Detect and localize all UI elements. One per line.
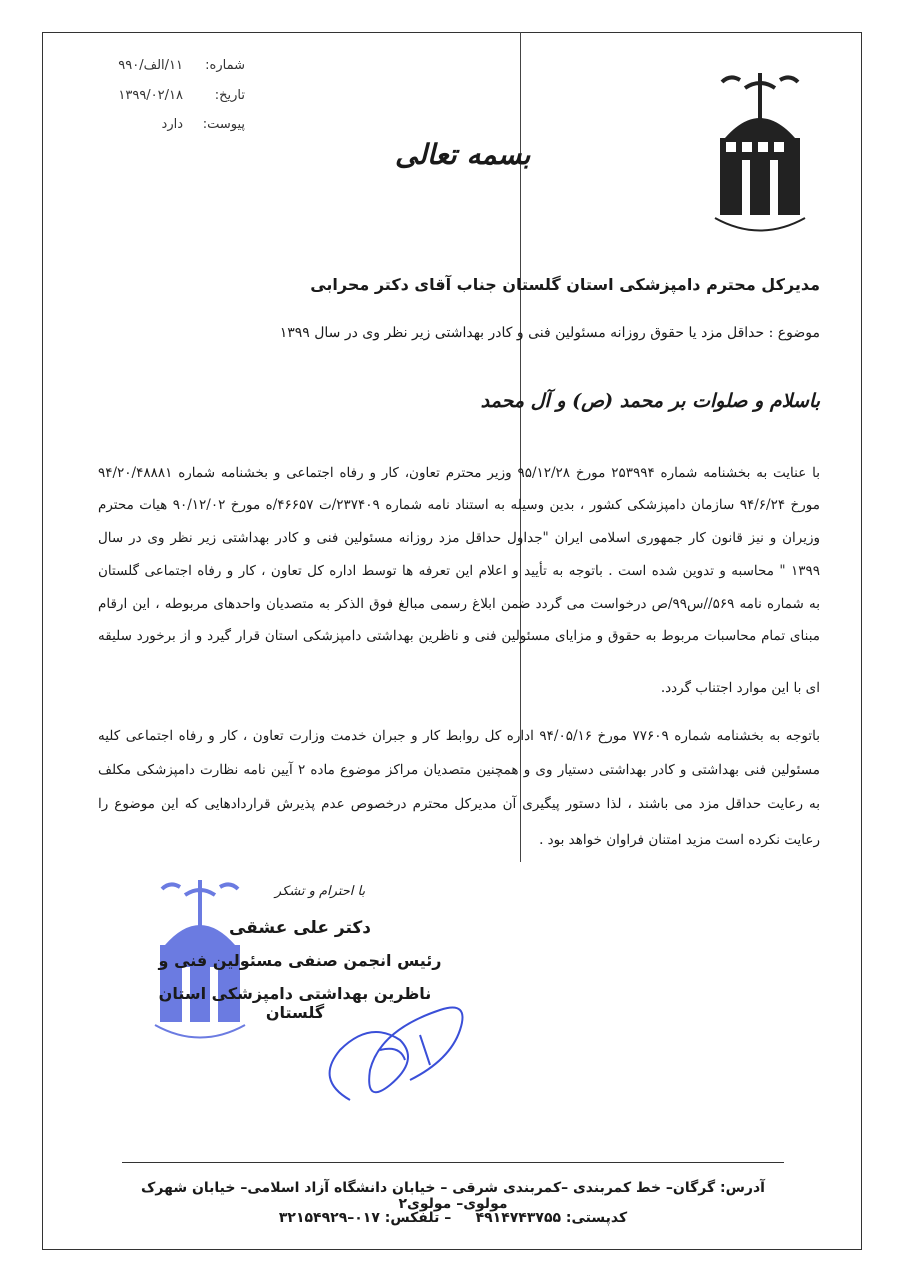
paragraph2-line: مسئولین فنی بهداشتی و کادر بهداشتی دستیار وی و همچنین متصدیان مراکز موضوع ماده ۲ آیین نامه نظارت دامپزشکی مکلف (98, 762, 820, 778)
attachment-label: پیوست: (202, 117, 245, 132)
signer-title-line2: ناظرین بهداشتی دامپزشکی استان گلستان (158, 984, 432, 1022)
date-label: تاریخ: (214, 88, 245, 103)
paragraph1-line: مبنای تمام محاسبات مربوط به حقوق و مزایای مسئولین فنی و ناظرین بهداشتی دامپزشکی استان قرار گیرد و از برخورد سلیقه (98, 628, 820, 644)
paragraph2-line: رعایت نکرده است مزید امتنان فراوان خواهد بود . (539, 832, 820, 848)
letter-number (70, 58, 245, 73)
number-value: ۱۱/الف/۹۹۰ (118, 58, 183, 73)
date-value: ۱۳۹۹/۰۲/۱۸ (118, 88, 183, 103)
handwritten-signature (310, 990, 490, 1130)
paragraph1-line: به شماره نامه ۵۶۹//س۹۹/ص درخواست می گردد ضمن ابلاغ رسمی مبالغ فوق الذکر به متصدیان واحدهای مربوطه ، این ارقام (98, 596, 820, 612)
subject-line: موضوع : حداقل مزد یا حقوق روزانه مسئولین فنی و کادر بهداشتی زیر نظر وی در سال ۱۳۹۹ (279, 325, 820, 341)
paragraph1-line: مورخ ۹۴/۶/۲۴ سازمان دامپزشکی کشور ، بدین وسیله به استناد نامه شماره ۲۳۷۴۰۹/ت ۴۶۶۵۷/ه مورخ ۹۰/۱۲/۰۲ هیات محترم (98, 497, 820, 513)
paragraph1-line: ای با این موارد اجتناب گردد. (660, 680, 820, 696)
fax-label: – تلفکس: (384, 1210, 452, 1226)
footer-divider (122, 1162, 784, 1163)
number-label: شماره: (205, 58, 245, 73)
fax-number: ۰۱۷–۳۲۱۵۴۹۲۹ (278, 1210, 380, 1226)
paragraph2-line: به رعایت حداقل مزد می باشند ، لذا دستور پیگیری آن مدیرکل محترم درخصوص عدم پذیرش قراردادهایی که این موضوع را (98, 796, 820, 812)
greeting: باسلام و صلوات بر محمد (ص) و آل محمد (480, 390, 820, 412)
addressee: مدیرکل محترم دامپزشکی استان گلستان جناب آقای دکتر محرابی (310, 275, 820, 294)
paragraph2-line: باتوجه به بخشنامه شماره ۷۷۶۰۹ مورخ ۹۴/۰۵/۱۶ اداره کل روابط کار و جبران خدمت وزارت تعاون ، کار و رفاه اجتماعی کلیه (98, 728, 820, 744)
footer-contact (122, 1210, 784, 1226)
paragraph1-line: ۱۳۹۹ " محاسبه و تدوین شده است . باتوجه به تأیید و اعلام این تعرفه ها توسط اداره کل تعاون ، کار و رفاه اجتماعی گلستان (98, 563, 820, 579)
letter-attachment (70, 117, 245, 132)
closing-text: با احترام و تشکر (274, 884, 366, 899)
postal-code: ۴۹۱۴۷۴۳۷۵۵ (475, 1210, 562, 1226)
attachment-value: دارد (161, 117, 183, 132)
footer-address: آدرس: گرگان– خط کمربندی –کمربندی شرقی – خیابان دانشگاه آزاد اسلامی– خیابان شهرک مولوی– مولوی۲ (141, 1180, 765, 1212)
bismillah-heading: بسمه تعالی (395, 138, 531, 171)
paragraph1-line: وزیران و نیز قانون کار جمهوری اسلامی ایران "جداول حداقل مزد روزانه مسئولین فنی و کادر بهداشتی زیر نظر وی در سال (98, 530, 820, 546)
letter-date (70, 88, 245, 103)
paragraph1-line: با عنایت به بخشنامه شماره ۲۵۳۹۹۴ مورخ ۹۵/۱۲/۲۸ وزیر محترم تعاون، کار و رفاه اجتماعی و بخشنامه شماره ۹۴/۲۰/۴۸۸۸۱ (98, 465, 820, 481)
postal-label: کدپستی: (565, 1210, 628, 1226)
signer-title-line1: رئیس انجمن صنفی مسئولین فنی و (158, 951, 442, 970)
signer-name: دکتر علی عشقی (228, 918, 372, 938)
association-logo (700, 68, 820, 248)
